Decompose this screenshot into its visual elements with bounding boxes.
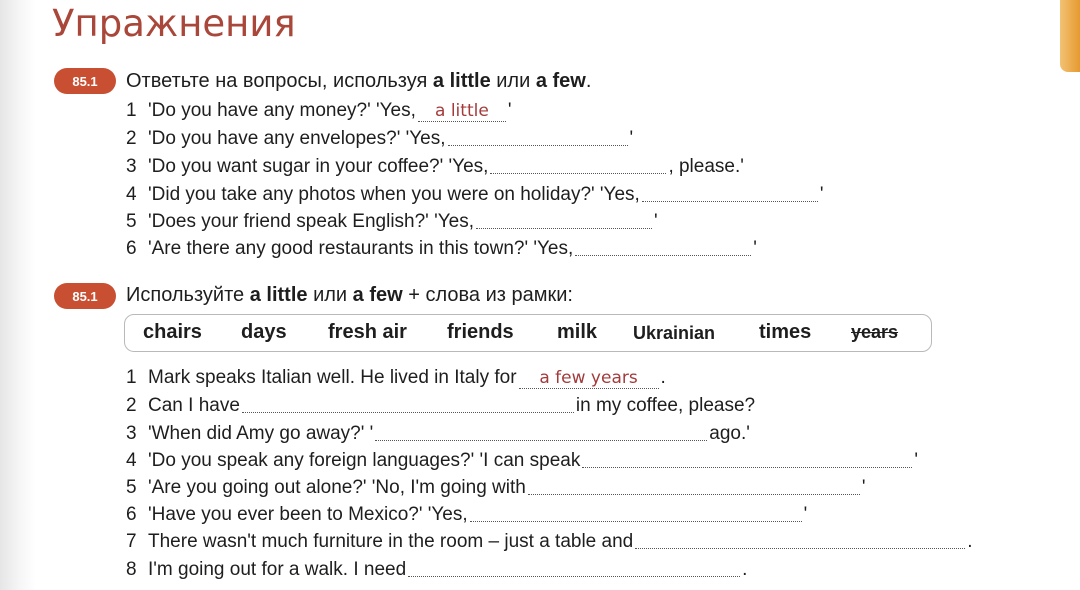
exercise-2-badge: 85.1 [54,283,116,309]
item-end-text: . [660,367,666,388]
item-text: Can I have [148,395,240,416]
page-tab-marker [1060,0,1080,72]
keyword-a-few: a few [352,284,403,306]
page-gutter [0,0,36,590]
item-text: 'Have you ever been to Mexico?' 'Yes, [148,504,468,525]
item-number: 3 [126,156,137,177]
answer-field[interactable] [582,451,912,468]
exercise-2-item [126,530,973,553]
exercise-1-item [126,237,757,260]
exercise-2-item [126,422,750,445]
answer-field[interactable] [408,560,740,577]
instruction-text: Используйте [126,284,250,306]
answer-field[interactable]: a little [418,101,506,122]
item-text: 'When did Amy go away?' ' [148,423,374,444]
item-number: 5 [126,211,137,232]
item-end-text: ' [819,184,824,205]
keyword-a-little: a little [432,70,491,92]
answer-field[interactable] [470,505,802,522]
item-end-text: . [967,531,973,552]
item-text: Mark speaks Italian well. He lived in Italy for [148,367,517,388]
answer-field[interactable] [242,396,574,413]
answer-field[interactable] [476,212,652,229]
item-end-text: in my coffee, please? [575,395,756,416]
item-number: 5 [126,477,137,498]
item-number: 4 [126,184,137,205]
answer-field[interactable] [575,239,751,256]
word-box [124,314,932,352]
exercise-1-item [126,127,633,150]
item-end-text: ' [753,238,757,259]
keyword-a-little: a little [249,284,308,306]
item-end-text: . [742,559,748,580]
word-friends: friends [447,321,514,343]
word-years: years [851,322,899,342]
answer-field[interactable] [375,424,707,441]
keyword-a-few: a few [535,70,586,92]
instruction-text: . [585,70,592,92]
exercise-2-item [126,394,755,417]
item-number: 4 [126,450,137,471]
answer-field[interactable] [490,157,666,174]
item-text: There wasn't much furniture in the room – just a table and [148,531,634,552]
item-end-text: ' [653,211,658,232]
instruction-text: Ответьте на вопросы, используя [126,70,433,92]
answer-field[interactable]: a few years [519,368,659,389]
item-number: 1 [126,367,137,388]
item-text: 'Do you have any money?' 'Yes, [148,100,416,121]
exercise-1-badge: 85.1 [54,68,116,94]
exercise-2-item [126,367,666,389]
item-number: 2 [126,395,137,416]
item-number: 7 [126,531,137,552]
instruction-text: или [307,284,353,306]
item-end-text: ' [803,504,808,525]
item-number: 6 [126,238,137,259]
item-text: 'Are you going out alone?' 'No, I'm going with [148,477,526,498]
answer-field[interactable] [528,478,860,495]
exercise-1-item [126,100,512,122]
item-text: 'Does your friend speak English?' 'Yes, [148,211,474,232]
item-end-text: ' [507,100,512,121]
item-number: 8 [126,559,137,580]
word-fresh-air: fresh air [328,321,407,343]
exercise-1-item [126,183,823,206]
exercise-2-item [126,503,807,526]
item-end-text: ' [629,128,634,149]
exercise-2-item [126,449,918,472]
word-times: times [759,321,812,343]
item-number: 2 [126,128,137,149]
answer-field[interactable] [642,185,818,202]
word-ukrainian: Ukrainian [633,323,716,343]
answer-field[interactable] [448,129,628,146]
word-days: days [241,321,287,343]
exercise-1-item [126,210,658,233]
item-text: 'Do you have any envelopes?' 'Yes, [148,128,446,149]
item-end-text: ' [914,450,918,471]
item-text: 'Do you want sugar in your coffee?' 'Yes, [148,156,489,177]
item-end-text: , please.' [668,156,744,177]
item-number: 1 [126,100,137,121]
answer-field[interactable] [635,532,965,549]
instruction-text: или [490,70,536,92]
item-number: 3 [126,423,137,444]
item-number: 6 [126,504,137,525]
exercise-2-item [126,558,747,581]
word-milk: milk [557,321,598,343]
exercise-2-instruction [126,284,573,307]
exercise-1-item [126,155,744,178]
item-end-text: ago.' [709,423,750,444]
page-title: Упражнения [52,2,296,45]
item-text: 'Did you take any photos when you were on holiday?' 'Yes, [148,184,640,205]
item-end-text: ' [861,477,866,498]
item-text: 'Do you speak any foreign languages?' 'I can speak [148,450,581,471]
instruction-text: + слова из рамки: [402,284,573,306]
item-text: I'm going out for a walk. I need [148,559,407,580]
exercise-2-item [126,476,866,499]
word-chairs: chairs [143,321,202,343]
item-text: 'Are there any good restaurants in this town?' 'Yes, [148,238,574,259]
exercise-1-instruction [126,70,591,93]
